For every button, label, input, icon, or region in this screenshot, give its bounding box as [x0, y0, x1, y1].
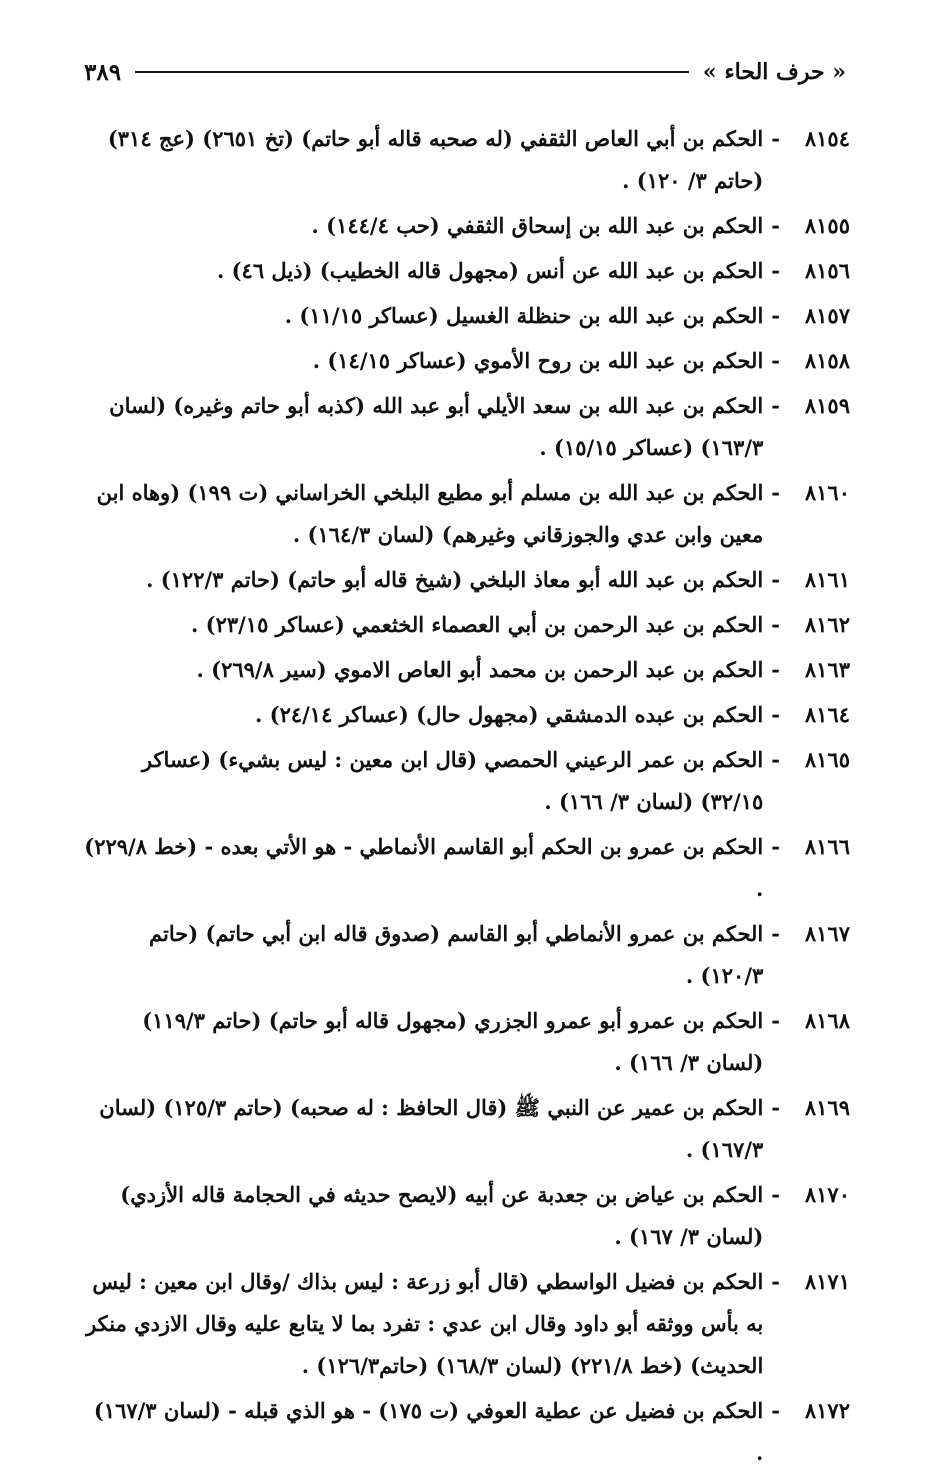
entry-number: ٨١٦٢	[804, 612, 850, 637]
entry-text: الحكم بن عياض بن جعدبة عن أبيه (لايصح حديثه في الحجامة قاله الأزدي) (لسان ٣/ ١٦٧) .	[120, 1182, 764, 1249]
entry-number: ٨١٦٦	[804, 834, 850, 859]
entry-dash: -	[771, 567, 780, 592]
entry-number: ٨١٦٧	[804, 921, 850, 946]
entry-row	[80, 1000, 850, 1084]
entry-text: الحكم بن عمرو أبو عمرو الجزري (مجهول قاله أبو حاتم) (حاتم ١١٩/٣) (لسان ٣/ ١٦٦) .	[142, 1008, 764, 1075]
entry-number: ٨١٦٣	[804, 657, 850, 682]
entry-number: ٨١٦٩	[804, 1095, 850, 1120]
entry-row	[80, 1087, 850, 1171]
entry-row	[80, 118, 850, 202]
entry-number: ٨١٧٢	[804, 1398, 850, 1423]
entry-number: ٨١٥٦	[804, 258, 850, 283]
entry-row	[80, 739, 850, 823]
entry-row	[80, 826, 850, 910]
entry-number: ٨١٦١	[804, 567, 850, 592]
entry-dash: -	[771, 834, 780, 859]
entry-dash: -	[771, 213, 780, 238]
entry-row	[80, 649, 850, 691]
entry-dash: -	[771, 126, 780, 151]
entry-number: ٨١٥٥	[804, 213, 850, 238]
entry-text: الحكم بن عبد الله أبو معاذ البلخي (شيخ قاله أبو حاتم) (حاتم ١٢٢/٣) .	[146, 567, 764, 592]
page-number: ٣٨٩	[84, 58, 122, 86]
entry-number: ٨١٧١	[804, 1269, 850, 1294]
entry-text: الحكم بن عبد الله بن سعد الأيلي أبو عبد الله (كذبه أبو حاتم وغيره) (لسان ١٦٣/٣) (عساكر ١٥/١٥) .	[109, 393, 764, 460]
entry-number: ٨١٥٩	[804, 393, 850, 418]
entry-row	[80, 385, 850, 469]
entry-dash: -	[771, 1269, 780, 1294]
entry-dash: -	[771, 657, 780, 682]
entry-number: ٨١٥٤	[804, 126, 850, 151]
entry-number: ٨١٦٤	[804, 702, 850, 727]
entry-dash: -	[771, 348, 780, 373]
entry-dash: -	[771, 1182, 780, 1207]
entry-text: الحكم بن عبد الله بن حنظلة الغسيل (عساكر ١١/١٥) .	[284, 303, 764, 328]
entry-dash: -	[771, 258, 780, 283]
entry-text: الحكم بن عبد الله بن إسحاق الثقفي (حب ١٤٤/٤) .	[311, 213, 764, 238]
entry-list	[80, 118, 850, 1477]
entry-row	[80, 604, 850, 646]
entry-text: الحكم بن عبده الدمشقي (مجهول حال) (عساكر ٢٤/١٤) .	[255, 702, 764, 727]
entry-text: الحكم بن عبد الله بن روح الأموي (عساكر ١٤/١٥) .	[312, 348, 764, 373]
entry-text: الحكم بن عمر الرعيني الحمصي (قال ابن معين : ليس بشيء) (عساكر ٣٢/١٥) (لسان ٣/ ١٦٦) .	[141, 747, 764, 814]
entry-dash: -	[771, 747, 780, 772]
entry-row	[80, 472, 850, 556]
entry-row	[80, 295, 850, 337]
entry-dash: -	[771, 1008, 780, 1033]
entry-text: الحكم بن فضيل الواسطي (قال أبو زرعة : ليس بذاك /وقال ابن معين : ليس به بأس ووثقه أبو داود وقال ابن عدي : تفرد بما لا يتابع عليه وقال الازدي منكر الحديث) (خط ٢٢١/٨) (لسان ١٦٨/٣) (حاتم١٢٦/٣) .	[86, 1269, 764, 1378]
entry-row	[80, 340, 850, 382]
entry-row	[80, 205, 850, 247]
entry-dash: -	[771, 393, 780, 418]
entry-number: ٨١٥٨	[804, 348, 850, 373]
entry-text: الحكم بن أبي العاص الثقفي (له صحبه قاله أبو حاتم) (تخ ٢٦٥١) (عج ٣١٤) (حاتم ٣/ ١٢٠) .	[107, 126, 764, 193]
entry-text: الحكم بن عمرو بن الحكم أبو القاسم الأنماطي - هو الأتي بعده - (خط ٢٢٩/٨) .	[84, 834, 764, 901]
entry-row	[80, 1261, 850, 1387]
entry-dash: -	[771, 303, 780, 328]
entry-row	[80, 913, 850, 997]
entry-row	[80, 250, 850, 292]
entry-dash: -	[771, 612, 780, 637]
entry-text: الحكم بن عبد الرحمن بن محمد أبو العاص الاموي (سير ٢٦٩/٨) .	[196, 657, 764, 682]
entry-number: ٨١٦٨	[804, 1008, 850, 1033]
entry-text: الحكم بن فضيل عن عطية العوفي (ت ١٧٥) - هو الذي قبله - (لسان ١٦٧/٣) .	[93, 1398, 764, 1465]
entry-text: الحكم بن عبد الله بن مسلم أبو مطيع البلخي الخراساني (ت ١٩٩) (وهاه ابن معين وابن عدي والجوزقاني وغيرهم) (لسان ١٦٤/٣) .	[96, 480, 764, 547]
entry-dash: -	[771, 702, 780, 727]
page-header	[84, 52, 846, 92]
entry-row	[80, 559, 850, 601]
entry-text: الحكم بن عبد الرحمن بن أبي العصماء الخثعمي (عساكر ٢٣/١٥) .	[191, 612, 764, 637]
entry-row	[80, 1174, 850, 1258]
entry-dash: -	[771, 1095, 780, 1120]
entry-row	[80, 1390, 850, 1474]
entry-text: الحكم بن عمير عن النبي ﷺ (قال الحافظ : له صحبه) (حاتم ١٢٥/٣) (لسان ١٦٧/٣) .	[99, 1095, 764, 1162]
entry-dash: -	[771, 921, 780, 946]
entry-number: ٨١٦٥	[804, 747, 850, 772]
header-rule	[135, 71, 689, 73]
entry-text: الحكم بن عبد الله عن أنس (مجهول قاله الخطيب) (ذيل ٤٦) .	[216, 258, 764, 283]
entry-row	[80, 694, 850, 736]
entry-text: الحكم بن عمرو الأنماطي أبو القاسم (صدوق قاله ابن أبي حاتم) (حاتم ١٢٠/٣) .	[149, 921, 764, 988]
entry-number: ٨١٦٠	[804, 480, 850, 505]
entry-dash: -	[771, 480, 780, 505]
running-title: « حرف الحاء »	[702, 59, 846, 85]
entry-dash: -	[771, 1398, 780, 1423]
entry-number: ٨١٥٧	[804, 303, 850, 328]
entry-number: ٨١٧٠	[804, 1182, 850, 1207]
